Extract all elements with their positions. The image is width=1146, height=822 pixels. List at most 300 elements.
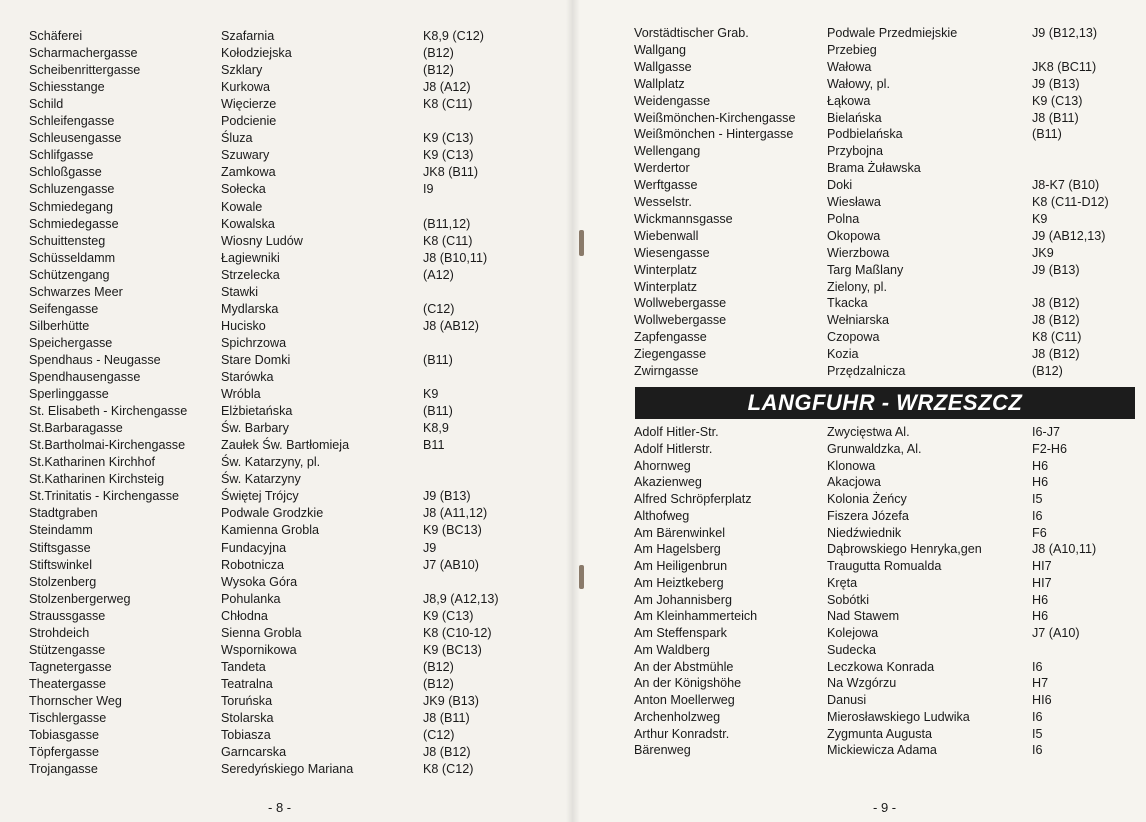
street-entry-row bbox=[573, 143, 1146, 160]
map-grid-reference: (A12) bbox=[423, 267, 454, 282]
street-entry-row bbox=[573, 177, 1146, 194]
german-street-name: Weißmönchen - Hintergasse bbox=[634, 127, 794, 142]
german-street-name: Thornscher Weg bbox=[29, 693, 122, 708]
map-grid-reference: I9 bbox=[423, 182, 434, 197]
polish-street-name: Kolejowa bbox=[827, 626, 879, 640]
street-entry-row bbox=[573, 126, 1146, 143]
map-grid-reference: K9 bbox=[423, 387, 439, 402]
german-street-name: Wallgasse bbox=[634, 59, 692, 74]
german-street-name: Wallplatz bbox=[634, 76, 685, 91]
polish-street-name: Przybojna bbox=[827, 144, 884, 159]
map-grid-reference: J8 (B11) bbox=[1032, 110, 1079, 125]
polish-street-name: Starówka bbox=[221, 370, 274, 384]
polish-street-name: Dąbrowskiego Henryka,gen bbox=[827, 542, 982, 557]
street-entry-row bbox=[0, 403, 573, 420]
polish-street-name: Stare Domki bbox=[221, 352, 291, 367]
street-entry-row bbox=[573, 642, 1146, 659]
polish-street-name: Wiosny Ludów bbox=[221, 233, 303, 248]
german-street-name: Spendhausengasse bbox=[29, 370, 141, 384]
polish-street-name: Robotnicza bbox=[221, 557, 285, 572]
german-street-name: Weidengasse bbox=[634, 93, 711, 108]
german-street-name: Strohdeich bbox=[29, 625, 90, 640]
german-street-name: Schlifgasse bbox=[29, 148, 94, 163]
map-grid-reference: I6 bbox=[1032, 659, 1043, 674]
map-grid-reference: (C12) bbox=[423, 301, 455, 316]
polish-street-name: Targ Maßlany bbox=[827, 262, 904, 277]
street-entry-row bbox=[0, 642, 573, 659]
map-grid-reference: J7 (AB10) bbox=[423, 557, 479, 572]
german-street-name: St.Barbaragasse bbox=[29, 421, 123, 436]
map-grid-reference: I6 bbox=[1032, 508, 1043, 523]
german-street-name: Adolf Hitler-Str. bbox=[634, 425, 719, 439]
street-entry-row bbox=[573, 541, 1146, 558]
street-entry-row bbox=[0, 96, 573, 113]
street-entry-row bbox=[0, 676, 573, 693]
polish-street-name: Szklary bbox=[221, 63, 263, 78]
page-number-right: - 9 - bbox=[873, 800, 897, 815]
polish-street-name: Łąkowa bbox=[827, 93, 871, 108]
german-street-name: Adolf Hitlerstr. bbox=[634, 441, 713, 456]
street-entry-row bbox=[573, 592, 1146, 609]
map-grid-reference: K8 (C12) bbox=[423, 762, 474, 777]
polish-street-name: Wspornikowa bbox=[221, 642, 297, 657]
german-street-name: Stiftswinkel bbox=[29, 557, 92, 572]
polish-street-name: Wałowy, pl. bbox=[827, 76, 890, 91]
polish-street-name: Więcierze bbox=[221, 97, 277, 112]
german-street-name: Tischlergasse bbox=[29, 711, 107, 725]
polish-street-name: Śluza bbox=[221, 131, 253, 146]
street-entry-row bbox=[0, 233, 573, 250]
german-street-name: Schmiedegasse bbox=[29, 216, 119, 231]
map-grid-reference: J8 (B12) bbox=[1032, 313, 1080, 328]
polish-street-name: Niedźwiednik bbox=[827, 525, 902, 540]
street-entry-row bbox=[0, 710, 573, 727]
map-grid-reference: K8,9 bbox=[423, 421, 449, 436]
polish-street-name: Mierosławskiego Ludwika bbox=[827, 709, 970, 724]
german-street-name: Schäferei bbox=[29, 29, 83, 43]
map-grid-reference: HI7 bbox=[1032, 575, 1052, 590]
street-entry-row bbox=[0, 522, 573, 539]
polish-street-name: Pohulanka bbox=[221, 591, 281, 606]
german-street-name: St.Katharinen Kirchhof bbox=[29, 455, 156, 470]
polish-street-name: Szuwary bbox=[221, 148, 270, 163]
polish-street-name: Łagiewniki bbox=[221, 250, 280, 265]
map-grid-reference: J8 (B11) bbox=[423, 711, 470, 725]
street-entry-row bbox=[0, 693, 573, 710]
street-entry-row bbox=[573, 228, 1146, 245]
german-street-name: Schwarzes Meer bbox=[29, 284, 123, 299]
street-entry-row bbox=[0, 28, 573, 45]
german-street-name: Weißmönchen-Kirchengasse bbox=[634, 110, 796, 125]
map-grid-reference: (B12) bbox=[423, 676, 454, 691]
polish-street-name: Na Wzgórzu bbox=[827, 676, 897, 691]
street-entry-row bbox=[0, 301, 573, 318]
german-street-name: Am Heiztkeberg bbox=[634, 575, 724, 590]
section-banner: LANGFUHR - WRZESZCZ bbox=[635, 387, 1135, 419]
map-grid-reference: K9 (BC13) bbox=[423, 523, 482, 538]
polish-street-name: Doki bbox=[827, 178, 853, 193]
street-entry-row bbox=[573, 474, 1146, 491]
german-street-name: Schleusengasse bbox=[29, 131, 122, 146]
map-grid-reference: (B11) bbox=[423, 404, 453, 419]
staple-top bbox=[579, 230, 584, 256]
german-street-name: Stolzenbergerweg bbox=[29, 591, 131, 606]
map-grid-reference: K9 (C13) bbox=[423, 131, 474, 146]
street-entry-row bbox=[0, 488, 573, 505]
german-street-name: Theatergasse bbox=[29, 676, 107, 691]
map-grid-reference: (C12) bbox=[423, 728, 455, 743]
street-entry-row bbox=[0, 557, 573, 574]
street-entry-row bbox=[573, 709, 1146, 726]
street-entry-row bbox=[0, 250, 573, 267]
polish-street-name: Toruńska bbox=[221, 693, 273, 708]
german-street-name: Schuittensteg bbox=[29, 233, 106, 248]
map-grid-reference: (B12) bbox=[423, 46, 454, 61]
street-entry-row bbox=[573, 42, 1146, 59]
street-entry-row bbox=[0, 540, 573, 557]
map-grid-reference: B11 bbox=[423, 438, 445, 453]
polish-street-name: Podcienie bbox=[221, 114, 277, 129]
polish-street-name: Wróbla bbox=[221, 387, 261, 402]
map-grid-reference: (B12) bbox=[1032, 364, 1063, 378]
german-street-name: Arthur Konradstr. bbox=[634, 726, 730, 741]
street-entry-row bbox=[573, 363, 1146, 380]
street-entry-row bbox=[573, 675, 1146, 692]
street-entry-row bbox=[573, 575, 1146, 592]
street-entry-row bbox=[573, 458, 1146, 475]
street-entry-row bbox=[0, 471, 573, 488]
street-entry-row bbox=[0, 199, 573, 216]
polish-street-name: Garncarska bbox=[221, 745, 287, 760]
polish-street-name: Kolonia Żeńcy bbox=[827, 492, 907, 506]
street-entry-row bbox=[0, 505, 573, 522]
german-street-name: Am Hagelsberg bbox=[634, 542, 721, 557]
polish-street-name: Fiszera Józefa bbox=[827, 508, 909, 523]
map-grid-reference: I6 bbox=[1032, 743, 1043, 758]
map-grid-reference: J9 (B13) bbox=[423, 489, 471, 504]
map-grid-reference: K8 (C11-D12) bbox=[1032, 195, 1109, 209]
right-page bbox=[573, 0, 1146, 822]
street-entry-row bbox=[573, 93, 1146, 110]
german-street-name: Speichergasse bbox=[29, 335, 113, 350]
german-street-name: Winterplatz bbox=[634, 262, 697, 277]
map-grid-reference: J8 (A11,12) bbox=[423, 506, 488, 521]
map-grid-reference: HI7 bbox=[1032, 559, 1052, 573]
map-grid-reference: JK8 (BC11) bbox=[1032, 59, 1097, 74]
street-entry-row bbox=[0, 386, 573, 403]
german-street-name: An der Königshöhe bbox=[634, 676, 742, 691]
map-grid-reference: JK9 (B13) bbox=[423, 693, 479, 708]
book-fold bbox=[566, 0, 580, 822]
german-street-name: Schleifengasse bbox=[29, 114, 115, 129]
german-street-name: Wellengang bbox=[634, 144, 701, 159]
polish-street-name: Sołecka bbox=[221, 182, 266, 197]
polish-street-name: Kamienna Grobla bbox=[221, 523, 320, 538]
polish-street-name: Przędzalnicza bbox=[827, 364, 906, 378]
street-entry-row bbox=[573, 742, 1146, 759]
polish-street-name: Podwale Grodzkie bbox=[221, 506, 324, 521]
street-entry-row bbox=[0, 267, 573, 284]
german-street-name: Ziegengasse bbox=[634, 347, 707, 362]
german-street-name: Zapfengasse bbox=[634, 330, 707, 345]
german-street-name: Schüsseldamm bbox=[29, 250, 116, 265]
polish-street-name: Podbielańska bbox=[827, 127, 903, 142]
german-street-name: Schloßgasse bbox=[29, 165, 102, 180]
polish-street-name: Tkacka bbox=[827, 296, 868, 311]
map-grid-reference: K8 (C11) bbox=[1032, 330, 1082, 345]
german-street-name: Stolzenberg bbox=[29, 574, 97, 589]
polish-street-name: Św. Katarzyny bbox=[221, 472, 301, 487]
german-street-name: Schild bbox=[29, 97, 64, 112]
map-grid-reference: K8 (C10-12) bbox=[423, 625, 492, 640]
polish-street-name: Traugutta Romualda bbox=[827, 559, 942, 573]
polish-street-name: Spichrzowa bbox=[221, 335, 287, 350]
street-entry-row bbox=[573, 245, 1146, 262]
map-grid-reference: JK8 (B11) bbox=[423, 165, 479, 180]
polish-street-name: Zwycięstwa Al. bbox=[827, 425, 910, 439]
german-street-name: Stadtgraben bbox=[29, 506, 98, 521]
german-street-name: Am Waldberg bbox=[634, 642, 710, 657]
street-entry-row bbox=[573, 59, 1146, 76]
polish-street-name: Św. Barbary bbox=[221, 421, 289, 436]
street-entry-row bbox=[0, 727, 573, 744]
german-street-name: Anton Moellerweg bbox=[634, 693, 735, 707]
street-entry-row bbox=[573, 312, 1146, 329]
map-grid-reference: (B12) bbox=[423, 63, 454, 78]
street-entry-row bbox=[0, 284, 573, 301]
map-grid-reference: K9 (C13) bbox=[423, 608, 474, 623]
map-grid-reference: J9 bbox=[423, 540, 437, 555]
map-grid-reference: J8 (A10,11) bbox=[1032, 542, 1097, 557]
german-street-name: Straussgasse bbox=[29, 608, 106, 623]
street-entry-row bbox=[573, 608, 1146, 625]
german-street-name: St.Katharinen Kirchsteig bbox=[29, 472, 165, 487]
polish-street-name: Hucisko bbox=[221, 318, 266, 333]
german-street-name: St. Elisabeth - Kirchengasse bbox=[29, 404, 188, 419]
german-street-name: St.Bartholmai-Kirchengasse bbox=[29, 438, 186, 453]
map-grid-reference: JK9 bbox=[1032, 245, 1054, 260]
german-street-name: Seifengasse bbox=[29, 301, 99, 316]
polish-street-name: Kozia bbox=[827, 347, 859, 362]
map-grid-reference: H6 bbox=[1032, 475, 1049, 490]
polish-street-name: Wałowa bbox=[827, 59, 872, 74]
map-grid-reference: F6 bbox=[1032, 525, 1047, 540]
german-street-name: Werftgasse bbox=[634, 178, 698, 193]
polish-street-name: Kowalska bbox=[221, 216, 275, 231]
map-grid-reference: K8 (C11) bbox=[423, 97, 473, 112]
polish-street-name: Sobótki bbox=[827, 592, 870, 607]
street-entry-row bbox=[573, 329, 1146, 346]
polish-street-name: Podwale Przedmiejskie bbox=[827, 26, 958, 40]
map-grid-reference: I6 bbox=[1032, 709, 1043, 724]
map-grid-reference: J9 (B13) bbox=[1032, 76, 1080, 91]
map-grid-reference: (B11) bbox=[423, 352, 453, 367]
german-street-name: Am Bärenwinkel bbox=[634, 525, 725, 540]
german-street-name: Scheibenrittergasse bbox=[29, 63, 141, 78]
polish-street-name: Klonowa bbox=[827, 458, 876, 473]
map-grid-reference: K9 (C13) bbox=[1032, 93, 1083, 108]
polish-street-name: Kowale bbox=[221, 199, 263, 214]
polish-street-name: Stolarska bbox=[221, 711, 274, 725]
german-street-name: An der Abstmühle bbox=[634, 659, 734, 674]
map-grid-reference: J8 (B10,11) bbox=[423, 250, 488, 265]
street-entry-row bbox=[0, 744, 573, 761]
polish-street-name: Danusi bbox=[827, 693, 867, 707]
polish-street-name: Szafarnia bbox=[221, 29, 275, 43]
street-entry-row bbox=[0, 608, 573, 625]
polish-street-name: Zaułek Św. Bartłomieja bbox=[221, 438, 350, 453]
map-grid-reference: J8 (B12) bbox=[423, 745, 471, 760]
polish-street-name: Wiesława bbox=[827, 195, 881, 209]
street-entry-row bbox=[573, 160, 1146, 177]
street-entry-row bbox=[0, 79, 573, 96]
street-entry-row bbox=[573, 211, 1146, 228]
polish-street-name: Seredyńskiego Mariana bbox=[221, 762, 354, 777]
german-street-name: Althofweg bbox=[634, 508, 690, 523]
street-entry-row bbox=[573, 25, 1146, 42]
map-grid-reference: K9 bbox=[1032, 211, 1048, 226]
map-grid-reference: K9 (BC13) bbox=[423, 642, 482, 657]
map-grid-reference: J8 (AB12) bbox=[423, 318, 479, 333]
street-entry-row bbox=[0, 420, 573, 437]
street-entry-row bbox=[0, 574, 573, 591]
german-street-name: Am Kleinhammerteich bbox=[634, 609, 758, 624]
street-entry-row bbox=[573, 110, 1146, 127]
map-grid-reference: J8-K7 (B10) bbox=[1032, 178, 1100, 193]
polish-street-name: Tobiasza bbox=[221, 728, 271, 743]
staple-bottom bbox=[579, 565, 584, 589]
polish-street-name: Okopowa bbox=[827, 228, 881, 243]
map-grid-reference: J7 (A10) bbox=[1032, 626, 1080, 640]
german-street-name: St.Trinitatis - Kirchengasse bbox=[29, 489, 180, 504]
street-entry-row bbox=[0, 761, 573, 778]
polish-street-name: Kołodziejska bbox=[221, 46, 292, 61]
street-entry-row bbox=[0, 113, 573, 130]
german-street-name: Akazienweg bbox=[634, 475, 702, 490]
german-street-name: Ahornweg bbox=[634, 458, 691, 473]
street-entry-row bbox=[573, 659, 1146, 676]
street-entry-row bbox=[0, 130, 573, 147]
polish-street-name: Świętej Trójcy bbox=[221, 489, 299, 504]
german-street-name: Schluzengasse bbox=[29, 182, 115, 197]
map-grid-reference: (B11,12) bbox=[423, 216, 471, 231]
map-grid-reference: F2-H6 bbox=[1032, 441, 1067, 456]
map-grid-reference: J8,9 (A12,13) bbox=[423, 591, 499, 606]
map-grid-reference: I5 bbox=[1032, 726, 1043, 741]
german-street-name: Winterplatz bbox=[634, 279, 697, 294]
german-street-name: Schmiedegang bbox=[29, 199, 114, 214]
german-street-name: Am Johannisberg bbox=[634, 592, 733, 607]
street-entry-row bbox=[573, 491, 1146, 508]
street-entry-row bbox=[573, 262, 1146, 279]
street-entry-row bbox=[0, 437, 573, 454]
german-street-name: Tagnetergasse bbox=[29, 659, 112, 674]
german-street-name: Archenholzweg bbox=[634, 709, 721, 724]
street-entry-row bbox=[573, 441, 1146, 458]
german-street-name: Werdertor bbox=[634, 161, 690, 176]
map-grid-reference: J9 (AB12,13) bbox=[1032, 228, 1106, 243]
german-street-name: Vorstädtischer Grab. bbox=[634, 26, 749, 40]
polish-street-name: Fundacyjna bbox=[221, 540, 287, 555]
german-street-name: Wiebenwall bbox=[634, 228, 699, 243]
polish-street-name: Leczkowa Konrada bbox=[827, 659, 935, 674]
polish-street-name: Św. Katarzyny, pl. bbox=[221, 455, 321, 470]
polish-street-name: Kurkowa bbox=[221, 80, 270, 95]
street-entry-row bbox=[573, 295, 1146, 312]
german-street-name: Silberhütte bbox=[29, 318, 90, 333]
german-street-name: Wollwebergasse bbox=[634, 313, 727, 328]
street-entry-row bbox=[0, 454, 573, 471]
street-entry-row bbox=[0, 659, 573, 676]
polish-street-name: Polna bbox=[827, 211, 860, 226]
street-entry-row bbox=[0, 369, 573, 386]
street-entry-row bbox=[573, 76, 1146, 93]
map-grid-reference: J8 (B12) bbox=[1032, 296, 1080, 311]
polish-street-name: Przebieg bbox=[827, 42, 877, 57]
map-grid-reference: H6 bbox=[1032, 609, 1049, 624]
street-entry-row bbox=[0, 625, 573, 642]
german-street-name: Alfred Schröpferplatz bbox=[634, 492, 752, 506]
street-entry-row bbox=[573, 625, 1146, 642]
street-entry-row bbox=[573, 508, 1146, 525]
map-grid-reference: (B12) bbox=[423, 659, 454, 674]
german-street-name: Tobiasgasse bbox=[29, 728, 100, 743]
street-entry-row bbox=[0, 216, 573, 233]
german-street-name: Zwirngasse bbox=[634, 364, 699, 378]
polish-street-name: Bielańska bbox=[827, 110, 882, 125]
german-street-name: Wesselstr. bbox=[634, 195, 692, 209]
german-street-name: Trojangasse bbox=[29, 762, 98, 777]
street-entry-row bbox=[0, 352, 573, 369]
map-grid-reference: HI6 bbox=[1032, 693, 1052, 707]
map-grid-reference: K8,9 (C12) bbox=[423, 29, 484, 43]
german-street-name: Steindamm bbox=[29, 523, 93, 538]
polish-street-name: Mickiewicza Adama bbox=[827, 743, 937, 758]
polish-street-name: Grunwaldzka, Al. bbox=[827, 441, 922, 456]
german-street-name: Schiesstange bbox=[29, 80, 105, 95]
german-street-name: Spendhaus - Neugasse bbox=[29, 352, 161, 367]
map-grid-reference: I6-J7 bbox=[1032, 425, 1060, 439]
german-street-name: Sperlinggasse bbox=[29, 387, 109, 402]
map-grid-reference: K8 (C11) bbox=[423, 233, 473, 248]
map-grid-reference: J9 (B13) bbox=[1032, 262, 1080, 277]
german-street-name: Töpfergasse bbox=[29, 745, 100, 760]
map-grid-reference: H7 bbox=[1032, 676, 1049, 691]
polish-street-name: Akacjowa bbox=[827, 475, 881, 490]
polish-street-name: Mydlarska bbox=[221, 301, 279, 316]
street-entry-row bbox=[573, 525, 1146, 542]
german-street-name: Wollwebergasse bbox=[634, 296, 727, 311]
map-grid-reference: I5 bbox=[1032, 492, 1043, 506]
street-entry-row bbox=[0, 591, 573, 608]
street-entry-row bbox=[0, 335, 573, 352]
street-entry-row bbox=[0, 147, 573, 164]
polish-street-name: Wierzbowa bbox=[827, 245, 890, 260]
german-street-name: Wickmannsgasse bbox=[634, 211, 733, 226]
street-entry-row bbox=[0, 62, 573, 79]
german-street-name: Stiftsgasse bbox=[29, 540, 91, 555]
polish-street-name: Nad Stawem bbox=[827, 609, 900, 624]
polish-street-name: Zamkowa bbox=[221, 165, 276, 180]
polish-street-name: Zygmunta Augusta bbox=[827, 726, 933, 741]
map-grid-reference: J8 (B12) bbox=[1032, 347, 1080, 362]
polish-street-name: Wełniarska bbox=[827, 313, 890, 328]
german-street-name: Wallgang bbox=[634, 42, 687, 57]
street-entry-row bbox=[573, 346, 1146, 363]
polish-street-name: Kręta bbox=[827, 575, 858, 590]
map-grid-reference: K9 (C13) bbox=[423, 148, 474, 163]
street-entry-row bbox=[573, 692, 1146, 709]
